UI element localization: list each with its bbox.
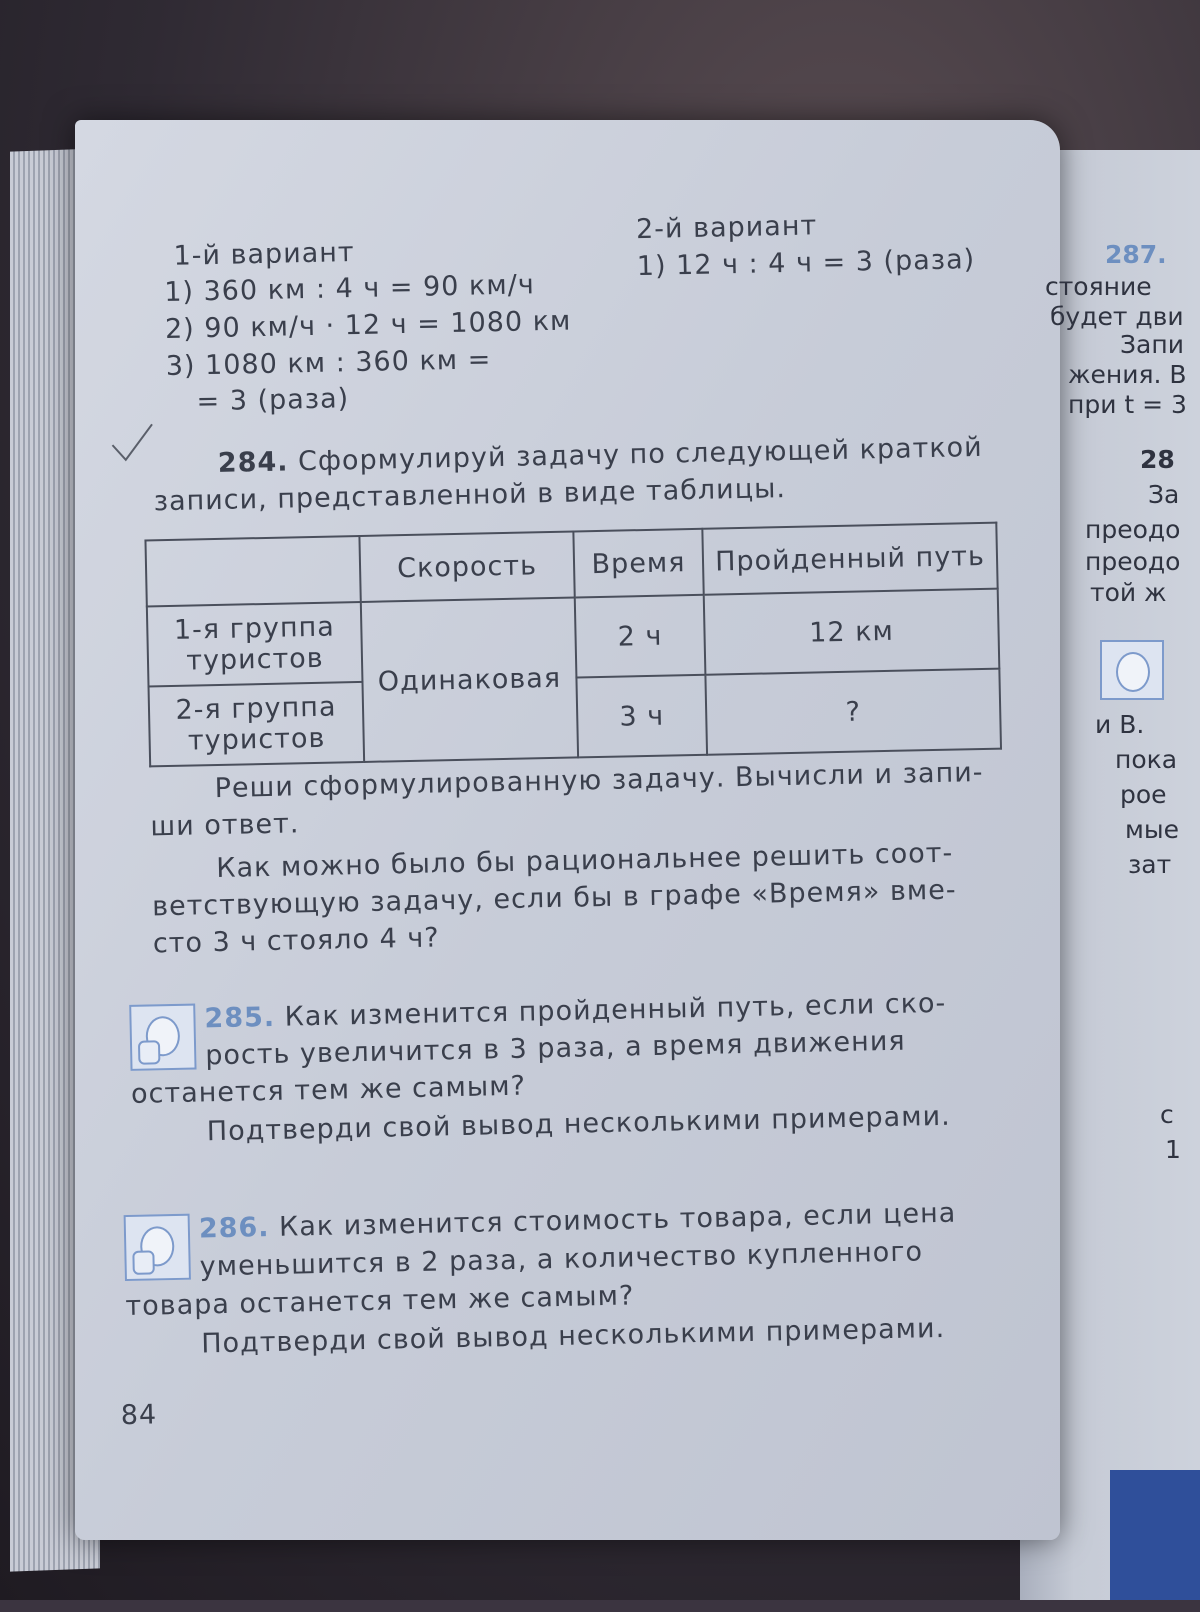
right-line: зат [1128,850,1172,879]
variant2-title: 2-й вариант [635,210,818,246]
task284-p2-line1: Как можно было бы рациональнее решить соот- [216,837,954,885]
task285-line4: Подтверди свой вывод несколькими примерами. [206,1100,951,1148]
task285-line3: останется тем же самым? [130,1070,527,1110]
face-icon [1116,652,1150,692]
table-header-speed: Скорость [359,531,574,601]
task286-line3: товара останется тем же самым? [125,1280,635,1323]
right-line: мые [1125,815,1179,844]
task284-p1-line2: ши ответ. [150,808,300,843]
checkmark-icon [107,419,158,470]
table-row1-time: 2 ч [575,595,706,678]
variant2-line1: 1) 12 ч : 4 ч = 3 (раза) [636,244,976,283]
table-row1-label: 1-я группа туристов [147,602,363,686]
right-line: За [1148,480,1180,509]
task284-table [144,522,1002,768]
hand-icon [138,1040,160,1064]
variant1-line3: 3) 1080 км : 360 км = [165,344,492,382]
table-row2-path: ? [705,669,1001,755]
right-line: той ж [1090,578,1167,607]
task284-p2-line3: сто 3 ч стояло 4 ч? [152,922,440,960]
right-line: с [1160,1100,1174,1129]
right-line: Запи [1120,330,1184,359]
right-line: будет дви [1050,302,1184,331]
task284-number: 284. [217,446,289,479]
right-line: жения. В [1068,360,1187,389]
table-header-empty [145,536,360,606]
task284-p2-line2: ветствующую задачу, если бы в графе «Время» вме- [151,874,957,923]
task284-header [218,432,983,479]
table-row2-label: 2-я группа туристов [149,682,365,766]
task286-student-icon [124,1214,191,1281]
task285-student-icon [129,1004,196,1071]
right-line: 1 [1165,1135,1181,1164]
right-line: при t = 3 [1068,390,1187,419]
right-line: пока [1115,745,1178,774]
right-line: стояние [1045,272,1152,301]
task284-line2: записи, представленной в виде таблицы. [153,473,787,518]
task285-line1: Как изменится пройденный путь, если ско- [284,987,947,1033]
task285-number: 285. [204,1001,276,1035]
task285-line2: рость увеличится в 3 раза, а время движения [204,1025,906,1072]
variant1-line1: 1) 360 км : 4 ч = 90 км/ч [163,269,536,309]
table-header-time: Время [573,529,703,598]
task284-p1-line1: Реши сформулированную задачу. Вычисли и запи- [214,756,984,805]
right-line: преодо [1085,515,1181,544]
right-line: преодо [1085,547,1181,576]
variant1-line4: = 3 (раза) [196,383,350,418]
table-row2-time: 3 ч [576,675,707,758]
task284-line1: Сформулируй задачу по следующей краткой [297,431,983,478]
page-number: 84 [120,1399,158,1432]
variant1-line2: 2) 90 км/ч · 12 ч = 1080 км [164,305,572,346]
right-task-287-number: 287. [1105,240,1167,269]
right-line: рое [1120,780,1167,809]
task286-number: 286. [198,1212,270,1245]
task286-line2: уменьшится в 2 раза, а количество купленного [199,1236,924,1283]
table-speed-cell: Одинаковая [361,597,578,761]
task286-line4: Подтверди свой вывод несколькими примерами. [200,1312,946,1360]
right-student-icon [1100,640,1164,700]
hand-icon [132,1250,154,1274]
right-task-number: 28 [1140,445,1175,474]
variant1-title: 1-й вариант [173,237,355,272]
task286-line1: Как изменится стоимость товара, если цена [278,1197,957,1243]
table-header-path: Пройденный путь [702,523,997,595]
right-line: и В. [1095,710,1145,739]
table-row1-path: 12 км [704,589,1000,675]
